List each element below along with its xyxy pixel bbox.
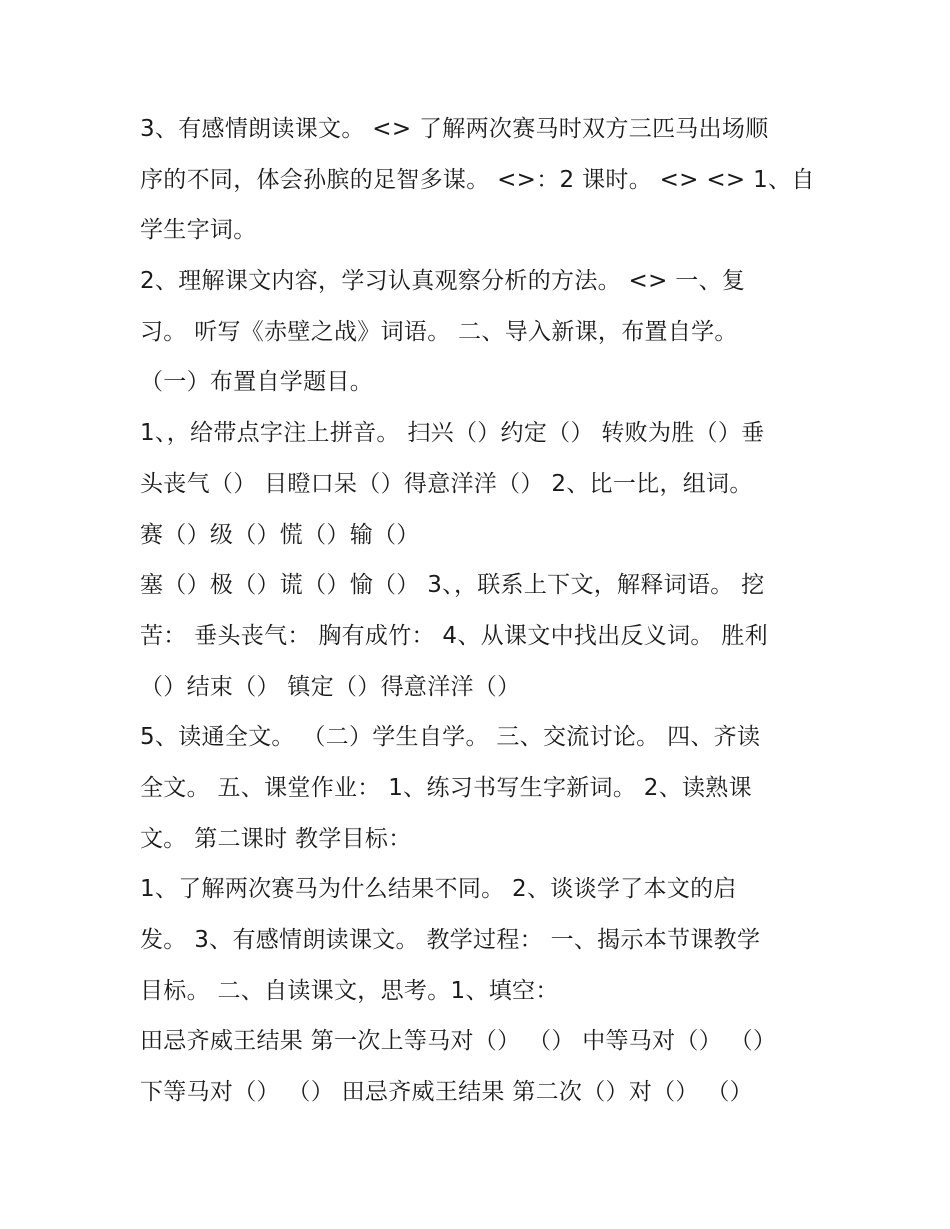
text-line-13: 5、读通全文。 （二）学生自学。 三、交流讨论。 四、齐读 [140, 724, 761, 751]
text-line-4: 2、理解课文内容，学习认真观察分析的方法。 <> 一、复 [140, 268, 746, 295]
text-line-20: 下等马对（） （） 田忌齐威王结果 第二次（）对（） （） [140, 1079, 753, 1106]
text-line-14: 全文。 五、课堂作业： 1、练习书写生字新词。 2、读熟课 [140, 774, 752, 801]
text-line-10: 塞（）极（）谎（）愉（） 3、，联系上下文，解释词语。 挖 [140, 572, 765, 599]
text-line-6: （一）布置自学题目。 [140, 369, 373, 396]
text-line-11: 苦： 垂头丧气： 胸有成竹： 4、从课文中找出反义词。 胜利 [140, 622, 768, 649]
text-line-16: 1、了解两次赛马为什么结果不同。 2、谈谈学了本文的启 [140, 876, 737, 903]
text-line-9: 赛（）级（）慌（）输（） [140, 521, 420, 548]
text-line-8: 头丧气（） 目瞪口呆（）得意洋洋（） 2、比一比，组词。 [140, 470, 753, 497]
text-line-5: 习。 听写《赤壁之战》词语。 二、导入新课，布置自学。 [140, 318, 738, 345]
text-line-15: 文。 第二课时 教学目标： [140, 825, 412, 852]
text-line-7: 1、，给带点字注上拼音。 扫兴（）约定（） 转败为胜（）垂 [140, 420, 765, 447]
text-line-2: 序的不同，体会孙膑的足智多谋。 <>：2 课时。 <> <> 1、自 [140, 166, 815, 193]
text-line-19: 田忌齐威王结果 第一次上等马对（） （） 中等马对（） （） [140, 1028, 777, 1055]
text-line-12: （）结束（） 镇定（）得意洋洋（） [140, 673, 521, 700]
document-body [140, 104, 830, 1118]
text-line-17: 发。 3、有感情朗读课文。 教学过程： 一、揭示本节课教学 [140, 927, 761, 953]
text-line-18: 目标。 二、自读课文，思考。1、填空： [140, 977, 559, 1004]
text-line-1: 3、有感情朗读课文。 <> 了解两次赛马时双方三匹马出场顺 [140, 116, 769, 142]
text-line-3: 学生字词。 [140, 217, 257, 244]
